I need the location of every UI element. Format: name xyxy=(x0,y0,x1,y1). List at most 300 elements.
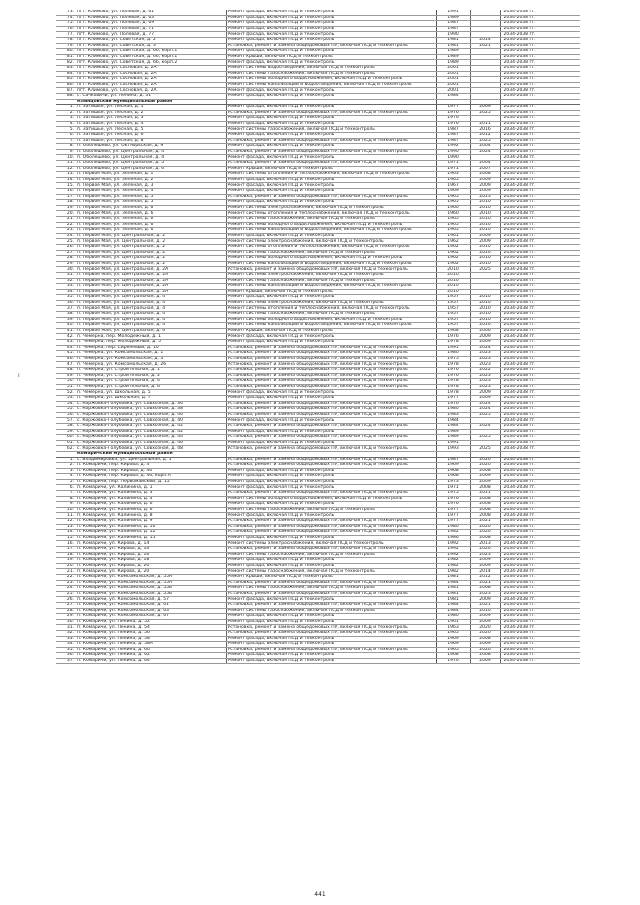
row-work-type: Ремонт системы отопления и теплоснабжения, включая ПСД и техконтроль xyxy=(226,172,436,178)
row-planned-period: 2034-2038 гг. xyxy=(500,630,580,636)
row-number: 18. xyxy=(56,552,76,558)
row-last-repair-year: 2020 xyxy=(470,625,500,631)
row-work-type: Ремонт фасада, включая ПСД и техконтроль xyxy=(226,121,436,127)
row-build-year: 1989 xyxy=(436,60,470,66)
row-work-type: Ремонт фасада, включая ПСД и техконтроль xyxy=(226,513,436,519)
row-address: пгт. Климово, ул. Полевая, д. 61 xyxy=(76,10,226,15)
row-work-type: Ремонт фасада, включая ПСД и техконтроль xyxy=(226,15,436,21)
row-build-year: 1965 xyxy=(436,177,470,183)
row-number: 45. xyxy=(56,351,76,357)
row-number: 82. xyxy=(56,60,76,66)
row-build-year: 1973 xyxy=(436,479,470,485)
row-address: пгт. Климово, ул. Советская, д. 66, корп.1 xyxy=(76,49,226,55)
row-work-type: Ремонт системы отопления и теплоснабжения, включая ПСД и техконтроль xyxy=(226,306,436,312)
row-address: п. Затишье, ул. Лесная, д. 4 xyxy=(76,121,226,127)
row-build-year: 1976 xyxy=(436,368,470,374)
row-build-year: 1984 xyxy=(436,580,470,586)
row-last-repair-year: 2009 xyxy=(470,642,500,648)
row-build-year: 2010 xyxy=(436,278,470,284)
row-work-type: Установка, ремонт и замена общедомовых ПУ, включая ПСД и техконтроль xyxy=(226,412,436,418)
row-last-repair-year: 2023 xyxy=(470,373,500,379)
row-address: п. Комаричи, ул. Ленина, д. 58 xyxy=(76,636,226,642)
row-last-repair-year: 2009 xyxy=(470,474,500,480)
row-address: п. Комаричи, пер. Первомайский, д. 15 xyxy=(76,479,226,485)
row-number: 23. xyxy=(56,580,76,586)
row-work-type: Установка, ремонт и замена общедомовых ПУ, включая ПСД и техконтроль xyxy=(226,625,436,631)
row-planned-period: 2034-2038 гг. xyxy=(500,183,580,189)
row-work-type: Ремонт крыши, включая ПСД и техконтроль xyxy=(226,289,436,295)
row-number: 7. xyxy=(56,491,76,497)
row-planned-period: 2034-2038 гг. xyxy=(500,502,580,508)
row-number: 56. xyxy=(56,412,76,418)
row-last-repair-year: 2023 xyxy=(470,356,500,362)
row-planned-period: 2034-2038 гг. xyxy=(500,602,580,608)
row-number: 88. xyxy=(56,93,76,99)
row-last-repair-year: 2016 xyxy=(470,127,500,133)
row-build-year: 1981 xyxy=(436,37,470,43)
row-planned-period: 2034-2038 гг. xyxy=(500,233,580,239)
row-address: п. Первое Мая, ул. Центральная, д. 2А xyxy=(76,278,226,284)
row-number: 49. xyxy=(56,373,76,379)
row-work-type: Установка, ремонт и замена общедомовых ПУ, включая ПСД и техконтроль xyxy=(226,423,436,429)
row-work-type: Ремонт фасада, включая ПСД и техконтроль xyxy=(226,563,436,569)
row-work-type: Ремонт системы электроснабжения, включая ПСД и техконтроль xyxy=(226,239,436,245)
row-number: 22. xyxy=(56,222,76,228)
row-work-type: Ремонт фасада, включая ПСД и техконтроль xyxy=(226,21,436,27)
row-planned-period: 2034-2038 гг. xyxy=(500,228,580,234)
row-work-type: Ремонт системы газоснабжения, включая ПСД и техконтроль xyxy=(226,586,436,592)
row-build-year: 1983 xyxy=(436,412,470,418)
row-address: п. Чемерна, ул. Комсомольская, д. 1 xyxy=(76,351,226,357)
row-number: 35. xyxy=(56,295,76,301)
row-address: п. Первое Мая, ул. Центральная, д. 4 xyxy=(76,317,226,323)
row-work-type: Ремонт системы газоснабжения, включая ПСД и техконтроль xyxy=(226,216,436,222)
row-number: 29. xyxy=(56,614,76,620)
row-planned-period: 2034-2038 гг. xyxy=(500,21,580,27)
row-work-type: Ремонт фасада, включая ПСД и техконтроль xyxy=(226,479,436,485)
row-last-repair-year: 2021 xyxy=(470,580,500,586)
row-work-type: Ремонт системы газоснабжения, включая ПСД и техконтроль xyxy=(226,250,436,256)
row-address: п. Комаричи, ул. Ленина, д. 60 xyxy=(76,647,226,653)
row-planned-period: 2034-2038 гг. xyxy=(500,43,580,49)
row-address: п. Чемерна, ул. Строительная, д. 2 xyxy=(76,373,226,379)
row-number: 5. xyxy=(56,127,76,133)
row-last-repair-year: 2009 xyxy=(470,395,500,401)
row-work-type: Ремонт фасада, включая ПСД и техконтроль xyxy=(226,334,436,340)
row-number: 12. xyxy=(56,519,76,525)
row-number: 51. xyxy=(56,384,76,390)
row-number: 41. xyxy=(56,328,76,334)
row-build-year: 1965 xyxy=(436,222,470,228)
row-number: 75. xyxy=(56,21,76,27)
row-address: п. Чемерна, пер. Сиреневый, д. 10 xyxy=(76,345,226,351)
row-address: п. Комаричи, ул. Комсомольская, д. 55А xyxy=(76,574,226,580)
row-planned-period: 2034-2038 гг. xyxy=(500,463,580,469)
row-work-type: Установка, ремонт и замена общедомовых ПУ, включая ПСД и техконтроль xyxy=(226,524,436,530)
row-planned-period: 2034-2038 гг. xyxy=(500,457,580,463)
row-build-year: 2010 xyxy=(436,289,470,295)
row-work-type: Ремонт фасада, включая ПСД и техконтроль xyxy=(226,395,436,401)
row-planned-period: 2034-2038 гг. xyxy=(500,636,580,642)
row-number: 26. xyxy=(56,597,76,603)
row-number: 1. xyxy=(56,457,76,463)
row-last-repair-year: 2023 xyxy=(470,362,500,368)
table-row xyxy=(56,658,580,664)
row-number: 17. xyxy=(56,194,76,200)
row-planned-period: 2034-2038 гг. xyxy=(500,547,580,553)
row-address: п. Первое Мая, ул. Центральная, д. 2А xyxy=(76,284,226,290)
row-work-type: Установка, ремонт и замена общедомовых ПУ, включая ПСД и техконтроль xyxy=(226,491,436,497)
row-work-type: Ремонт системы канализации и водоотведения, включая ПСД и техконтроль xyxy=(226,261,436,267)
row-work-type: Установка, ремонт и замена общедомовых ПУ, включая ПСД и техконтроль xyxy=(226,161,436,167)
row-planned-period: 2034-2038 гг. xyxy=(500,373,580,379)
row-planned-period: 2034-2038 гг. xyxy=(500,390,580,396)
row-number: 12. xyxy=(56,166,76,172)
row-last-repair-year: 2024 xyxy=(470,345,500,351)
row-planned-period: 2034-2038 гг. xyxy=(500,597,580,603)
row-address: п. Первое Мая, ул. Зеленая, д. 6 xyxy=(76,222,226,228)
row-last-repair-year: 2012 xyxy=(470,574,500,580)
row-number: 61. xyxy=(56,440,76,446)
row-work-type: Ремонт фасада, включая ПСД и техконтроль xyxy=(226,429,436,435)
row-number: 13. xyxy=(56,524,76,530)
row-work-type: Ремонт крыши, включая ПСД и техконтроль xyxy=(226,574,436,580)
row-number: 78. xyxy=(56,37,76,43)
row-last-repair-year: 2008 xyxy=(470,653,500,659)
row-last-repair-year: 2010 xyxy=(470,205,500,211)
row-address: п. Оболешево, ул. Центральная, д. 4 xyxy=(76,149,226,155)
row-address: п. Комаричи, ул. Кирова, д. 16 xyxy=(76,547,226,553)
row-build-year: 1965 xyxy=(436,200,470,206)
row-planned-period: 2034-2038 гг. xyxy=(500,474,580,480)
row-build-year: 1978 xyxy=(436,340,470,346)
row-work-type: Ремонт фасада, включая ПСД и техконтроль xyxy=(226,658,436,664)
row-number: 23. xyxy=(56,228,76,234)
margin-mark: ı xyxy=(18,372,20,379)
row-planned-period: 2034-2038 гг. xyxy=(500,15,580,21)
row-number: 5. xyxy=(56,479,76,485)
row-address: п. Первое Мая, ул. Зеленая, д. 6 xyxy=(76,205,226,211)
row-build-year: 1971 xyxy=(436,161,470,167)
row-work-type: Установка, ремонт и замена общедомовых ПУ, включая ПСД и техконтроль xyxy=(226,519,436,525)
row-number: 33. xyxy=(56,284,76,290)
row-work-type: Ремонт фасада, включая ПСД и техконтроль xyxy=(226,614,436,620)
row-address: п. Комаричи, ул. Комсомольская, д. 55Б xyxy=(76,591,226,597)
row-work-type: Ремонт фасада, включая ПСД и техконтроль xyxy=(226,233,436,239)
row-planned-period: 2034-2038 гг. xyxy=(500,177,580,183)
row-number: 30. xyxy=(56,267,76,273)
row-work-type: Ремонт фасада, включая ПСД и техконтроль xyxy=(226,26,436,32)
row-work-type: Ремонт фасада, включая ПСД и техконтроль xyxy=(226,636,436,642)
row-number: 6. xyxy=(56,485,76,491)
row-planned-period: 2034-2038 гг. xyxy=(500,312,580,318)
row-build-year: 1990 xyxy=(436,32,470,38)
row-build-year: 1960 xyxy=(436,205,470,211)
row-number: 85. xyxy=(56,77,76,83)
row-planned-period: 2034-2038 гг. xyxy=(500,88,580,94)
row-work-type: Ремонт системы отопления и теплоснабжения, включая ПСД и техконтроль xyxy=(226,211,436,217)
row-build-year: 1989 xyxy=(436,54,470,60)
row-address: п. Чемерна, ул. Комсомольская, д. 3 xyxy=(76,356,226,362)
row-planned-period: 2034-2038 гг. xyxy=(500,272,580,278)
row-work-type: Ремонт фасада, включая ПСД и техконтроль xyxy=(226,440,436,446)
row-build-year: 1976 xyxy=(436,502,470,508)
section-heading: Комаричский муниципальный район xyxy=(76,451,226,457)
row-last-repair-year: 2010 xyxy=(470,317,500,323)
row-address: п. Первое Мая, ул. Центральная, д. 2 xyxy=(76,261,226,267)
row-number: 8. xyxy=(56,144,76,150)
row-build-year: 1976 xyxy=(436,496,470,502)
row-planned-period: 2034-2038 гг. xyxy=(500,351,580,357)
row-work-type: Ремонт фасада, включая ПСД и техконтроль xyxy=(226,468,436,474)
row-build-year: 1978 xyxy=(436,384,470,390)
row-planned-period: 2034-2038 гг. xyxy=(500,65,580,71)
row-number: 22. xyxy=(56,574,76,580)
row-number: 32. xyxy=(56,278,76,284)
row-work-type: Ремонт системы электроснабжения, включая ПСД и техконтроль xyxy=(226,205,436,211)
row-number: 11. xyxy=(56,513,76,519)
row-build-year: 2010 xyxy=(436,284,470,290)
row-number: 16. xyxy=(56,541,76,547)
row-build-year: 1987 xyxy=(436,26,470,32)
row-number: 28. xyxy=(56,608,76,614)
row-planned-period: 2034-2038 гг. xyxy=(500,250,580,256)
row-planned-period: 2034-2038 гг. xyxy=(500,256,580,262)
row-planned-period: 2034-2038 гг. xyxy=(500,26,580,32)
row-last-repair-year: 2024 xyxy=(470,407,500,413)
row-planned-period: 2034-2038 гг. xyxy=(500,32,580,38)
row-number: 39. xyxy=(56,317,76,323)
row-build-year: 1961 xyxy=(436,619,470,625)
row-build-year: 1986 xyxy=(436,535,470,541)
row-planned-period: 2034-2038 гг. xyxy=(500,323,580,329)
row-address: пгт. Климово, ул. Сосновая, д. 2А xyxy=(76,88,226,94)
row-work-type: Ремонт фасада, включая ПСД и техконтроль xyxy=(226,133,436,139)
row-planned-period: 2034-2038 гг. xyxy=(500,200,580,206)
row-number: 38. xyxy=(56,312,76,318)
row-last-repair-year: 2025 xyxy=(470,446,500,452)
row-planned-period: 2034-2038 гг. xyxy=(500,194,580,200)
row-last-repair-year: 2021 xyxy=(470,519,500,525)
row-planned-period: 2034-2038 гг. xyxy=(500,491,580,497)
row-work-type: Ремонт фасада, включая ПСД и техконтроль xyxy=(226,597,436,603)
row-address: п. Комаричи, ул. Калинина, д. 1 xyxy=(76,485,226,491)
row-planned-period: 2034-2038 гг. xyxy=(500,658,580,664)
row-address: п. Первое Мая, ул. Зеленая, д. 4 xyxy=(76,189,226,195)
row-work-type: Ремонт фасада, включая ПСД и техконтроль xyxy=(226,619,436,625)
row-address: п. Комаричи, ул. Комсомольская, д. 55А xyxy=(76,580,226,586)
row-address: п. Первое Мая, ул. Центральная, д. 4 xyxy=(76,312,226,318)
row-work-type: Ремонт фасада, включая ПСД и техконтроль xyxy=(226,418,436,424)
row-planned-period: 2034-2038 гг. xyxy=(500,127,580,133)
row-build-year: 2001 xyxy=(436,88,470,94)
row-work-type: Установка, ремонт и замена общедомовых ПУ, включая ПСД и техконтроль xyxy=(226,602,436,608)
row-work-type: Ремонт фасада, включая ПСД и техконтроль xyxy=(226,183,436,189)
row-build-year: 1962 xyxy=(436,261,470,267)
row-build-year: 2001 xyxy=(436,77,470,83)
row-last-repair-year: 2025 xyxy=(470,435,500,441)
row-last-repair-year: 2025 xyxy=(470,412,500,418)
row-number: 57. xyxy=(56,418,76,424)
row-build-year: 1971 xyxy=(436,166,470,172)
row-number: 30. xyxy=(56,619,76,625)
row-number: 31. xyxy=(56,625,76,631)
row-address: п. Комаричи, ул. Ленина, д. 62 xyxy=(76,653,226,659)
row-number: 6. xyxy=(56,133,76,139)
row-work-type: Ремонт крыши, включая ПСД и техконтроль xyxy=(226,166,436,172)
row-last-repair-year: 2009 xyxy=(470,233,500,239)
row-planned-period: 2034-2038 гг. xyxy=(500,278,580,284)
row-build-year: 1963 xyxy=(436,172,470,178)
row-planned-period: 2034-2038 гг. xyxy=(500,49,580,55)
row-build-year: 1978 xyxy=(436,379,470,385)
row-planned-period: 2034-2038 гг. xyxy=(500,384,580,390)
row-planned-period: 2034-2038 гг. xyxy=(500,625,580,631)
row-number: 50. xyxy=(56,379,76,385)
row-last-repair-year: 2010 xyxy=(470,228,500,234)
row-address: с. Коржовка-Голубовка, ул. Совхозная, д. 42 xyxy=(76,423,226,429)
row-planned-period: 2034-2038 гг. xyxy=(500,418,580,424)
row-planned-period: 2034-2038 гг. xyxy=(500,591,580,597)
row-address: п. Первое Мая, ул. Центральная, д. 2А xyxy=(76,267,226,273)
row-address: п. Комаричи, ул. Кирова, д. 20 xyxy=(76,563,226,569)
row-build-year: 1981 xyxy=(436,586,470,592)
row-planned-period: 2034-2038 гг. xyxy=(500,440,580,446)
row-planned-period: 2034-2038 гг. xyxy=(500,429,580,435)
row-build-year: 1978 xyxy=(436,390,470,396)
row-work-type: Установка, ремонт и замена общедомовых ПУ, включая ПСД и техконтроль xyxy=(226,149,436,155)
row-last-repair-year: 2010 xyxy=(470,222,500,228)
row-number: 2. xyxy=(56,110,76,116)
row-work-type: Установка, ремонт и замена общедомовых ПУ, включая ПСД и техконтроль xyxy=(226,435,436,441)
row-work-type: Ремонт фасада, включая ПСД и техконтроль xyxy=(226,485,436,491)
row-work-type: Установка, ремонт и замена общедомовых ПУ, включая ПСД и техконтроль xyxy=(226,580,436,586)
row-planned-period: 2034-2038 гг. xyxy=(500,362,580,368)
row-build-year: 1962 xyxy=(436,239,470,245)
row-planned-period: 2034-2038 гг. xyxy=(500,306,580,312)
row-number: 36. xyxy=(56,653,76,659)
row-build-year: 1965 xyxy=(436,630,470,636)
row-work-type: Установка, ремонт и замена общедомовых ПУ, включая ПСД и техконтроль xyxy=(226,138,436,144)
row-address: п. Комаричи, ул. Ленина, д. 52 xyxy=(76,619,226,625)
row-build-year: 1971 xyxy=(436,485,470,491)
row-address: п. Комаричи, ул. Комсомольская, д. 55Б xyxy=(76,586,226,592)
row-build-year: 1957 xyxy=(436,323,470,329)
row-work-type: Ремонт фасада, включая ПСД и техконтроль xyxy=(226,177,436,183)
row-number: 80. xyxy=(56,49,76,55)
row-address: п. Чемерна, пер. Молодежный, д. 5 xyxy=(76,340,226,346)
row-last-repair-year: 2009 xyxy=(470,334,500,340)
row-number: 54. xyxy=(56,401,76,407)
row-number: 10. xyxy=(56,155,76,161)
row-planned-period: 2034-2038 гг. xyxy=(500,60,580,66)
row-build-year: 1981 xyxy=(436,43,470,49)
row-number: 36. xyxy=(56,300,76,306)
row-address: п. Первое Мая, ул. Центральная, д. 2А xyxy=(76,289,226,295)
row-work-type: Ремонт системы канализации и водоотведения, включая ПСД и техконтроль xyxy=(226,82,436,88)
row-work-type: Ремонт системы электроснабжения, включая ПСД и техконтроль xyxy=(226,300,436,306)
row-build-year: 1957 xyxy=(436,306,470,312)
row-address: п. Первое Мая, ул. Центральная, д. 4 xyxy=(76,295,226,301)
row-number: 11. xyxy=(56,161,76,167)
row-planned-period: 2034-2038 гг. xyxy=(500,289,580,295)
row-number: 40. xyxy=(56,323,76,329)
row-last-repair-year: 2023 xyxy=(470,351,500,357)
row-number: 28. xyxy=(56,256,76,262)
row-build-year: 1984 xyxy=(436,602,470,608)
row-number: 1. xyxy=(56,105,76,111)
row-number: 19. xyxy=(56,558,76,564)
row-address: п. Затишье, ул. Лесная, д. 6 xyxy=(76,133,226,139)
row-last-repair-year: 2010 xyxy=(470,300,500,306)
row-work-type: Ремонт системы холодного водоснабжения, включая ПСД и техконтроль xyxy=(226,496,436,502)
row-address: п. Комаричи, ул. Калинина, д. 15 xyxy=(76,535,226,541)
row-address: п. Комаричи, ул. Ленина, д. 58А xyxy=(76,642,226,648)
row-work-type: Установка, ремонт и замена общедомовых ПУ, включая ПСД и техконтроль xyxy=(226,194,436,200)
row-planned-period: 2034-2038 гг. xyxy=(500,37,580,43)
row-last-repair-year: 2009 xyxy=(470,177,500,183)
row-planned-period: 2034-2038 гг. xyxy=(500,284,580,290)
row-address: пгт. Климово, ул. Сосновая, д. 2А xyxy=(76,65,226,71)
row-work-type: Установка, ремонт и замена общедомовых ПУ, включая ПСД и техконтроль xyxy=(226,591,436,597)
row-planned-period: 2034-2038 гг. xyxy=(500,211,580,217)
row-planned-period: 2034-2038 гг. xyxy=(500,356,580,362)
row-planned-period: 2034-2038 гг. xyxy=(500,524,580,530)
row-number: 35. xyxy=(56,647,76,653)
row-last-repair-year: 2007 xyxy=(470,166,500,172)
row-work-type: Ремонт фасада, включая ПСД и техконтроль xyxy=(226,295,436,301)
row-build-year: 1981 xyxy=(436,574,470,580)
row-number: 2. xyxy=(56,463,76,469)
row-last-repair-year: 2024 xyxy=(470,401,500,407)
row-last-repair-year: 2020 xyxy=(470,524,500,530)
row-last-repair-year: 2013 xyxy=(470,541,500,547)
row-address: п. Первое Мая, ул. Зеленая, д. 3 xyxy=(76,183,226,189)
row-number: 25. xyxy=(56,239,76,245)
row-address: п. Первое Мая, ул. Зеленая, д. 6 xyxy=(76,216,226,222)
row-work-type: Установка, ремонт и замена общедомовых ПУ, включая ПСД и техконтроль xyxy=(226,547,436,553)
row-build-year: 1991 xyxy=(436,440,470,446)
row-build-year: 1968 xyxy=(436,468,470,474)
row-address: п. Чемерна, ул. Строительная, д. 1 xyxy=(76,368,226,374)
row-work-type: Установка, ремонт и замена общедомовых ПУ, включая ПСД и техконтроль xyxy=(226,110,436,116)
row-number: 20. xyxy=(56,211,76,217)
row-work-type: Установка, ремонт и замена общедомовых ПУ, включая ПСД и техконтроль xyxy=(226,401,436,407)
row-last-repair-year: 2010 xyxy=(470,323,500,329)
row-planned-period: 2034-2038 гг. xyxy=(500,407,580,413)
row-number: 9. xyxy=(56,149,76,155)
row-address: п. Затишье, ул. Лесная, д. 5 xyxy=(76,127,226,133)
row-number: 9. xyxy=(56,502,76,508)
row-last-repair-year: 2009 xyxy=(470,105,500,111)
row-work-type: Ремонт системы холодного водоснабжения, включая ПСД и техконтроль xyxy=(226,317,436,323)
row-build-year: 1976 xyxy=(436,334,470,340)
row-work-type: Ремонт фасада, включая ПСД и техконтроль xyxy=(226,189,436,195)
row-address: п. Первое Мая, ул. Центральная, д. 4 xyxy=(76,323,226,329)
row-build-year: 1977 xyxy=(436,507,470,513)
row-address: п. Первое Мая, ул. Зеленая, д. 2 xyxy=(76,177,226,183)
row-last-repair-year: 2010 xyxy=(470,250,500,256)
row-work-type: Ремонт системы канализации и водоотведения, включая ПСД и техконтроль xyxy=(226,284,436,290)
row-address: с. Коржовка-Голубовка, ул. Совхозная, д. 40 xyxy=(76,412,226,418)
row-last-repair-year: 2021 xyxy=(470,43,500,49)
row-planned-period: 2034-2038 гг. xyxy=(500,552,580,558)
row-work-type: Установка, ремонт и замена общедомовых ПУ, включая ПСД и техконтроль xyxy=(226,345,436,351)
row-work-type: Установка, ремонт и замена общедомовых ПУ, включая ПСД и техконтроль xyxy=(226,647,436,653)
row-planned-period: 2034-2038 гг. xyxy=(500,558,580,564)
row-build-year: 1965 xyxy=(436,228,470,234)
row-address: п. Первое Мая, ул. Зеленая, д. 6 xyxy=(76,228,226,234)
